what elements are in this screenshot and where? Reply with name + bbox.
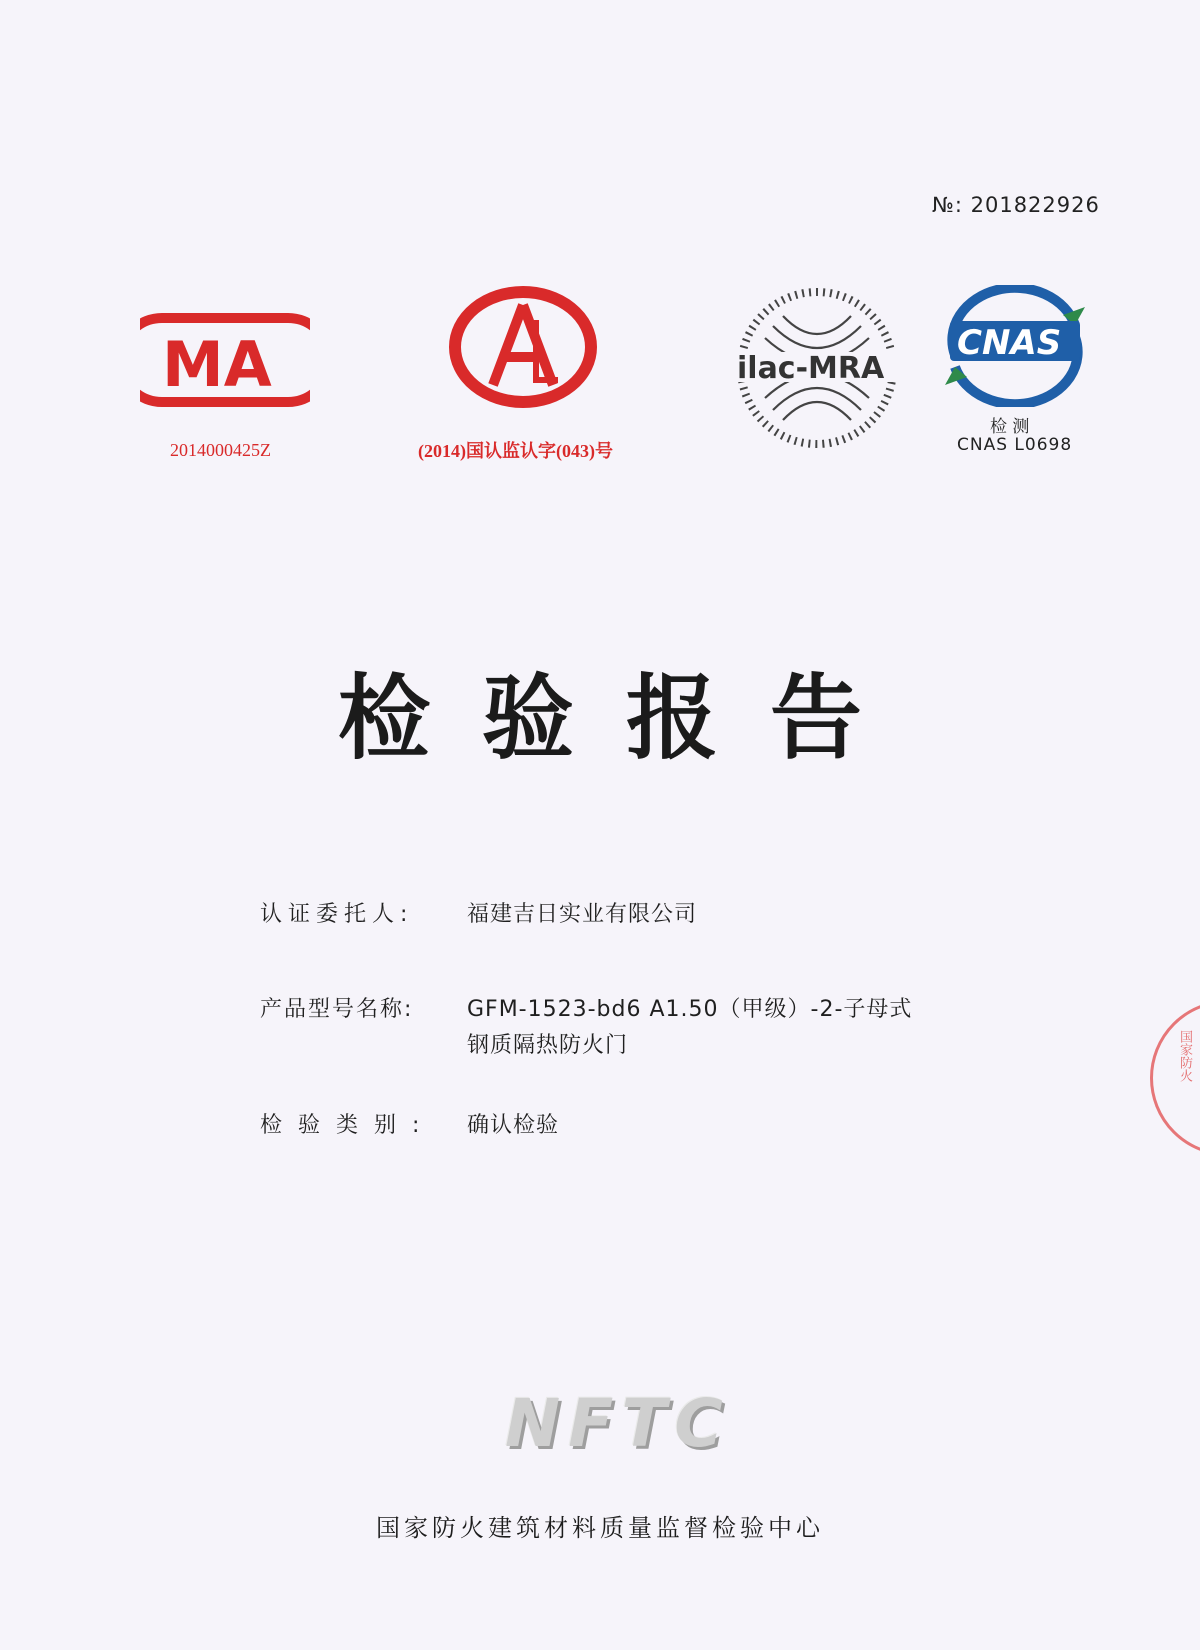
cal-logo (448, 285, 598, 410)
cma-logo (140, 312, 310, 408)
field-product-value-line2: 钢质隔热防火门 (467, 1033, 629, 1058)
field-product-value-line1: GFM-1523-bd6 A1.50（甲级）-2-子母式 (467, 997, 913, 1022)
field-type-label: 检验类别: (260, 1113, 436, 1138)
svg-text:ilac-MRA: ilac-MRA (737, 351, 885, 386)
cma-caption: 2014000425Z (170, 440, 271, 460)
report-title: 检验报告 (337, 664, 914, 772)
svg-text:CNAS: CNAS (957, 323, 1062, 363)
cnas-logo (935, 285, 1095, 407)
cnas-sub: 检 测 (990, 417, 1030, 437)
nftc-logo: NFTC (505, 1385, 731, 1462)
field-type (260, 1108, 559, 1144)
field-client-value: 福建吉日实业有限公司 (467, 902, 698, 927)
report-number (932, 193, 1100, 217)
field-client (260, 897, 697, 933)
issuing-organization: 国家防火建筑材料质量监督检验中心 (376, 1514, 824, 1542)
cnas-code: CNAS L0698 (957, 435, 1073, 455)
field-product-label: 产品型号名称: (260, 997, 414, 1022)
official-stamp-text: 国家防火 (1177, 1030, 1192, 1082)
field-type-value: 确认检验 (467, 1113, 560, 1138)
ilac-mra-logo (735, 286, 900, 451)
field-product (260, 992, 912, 1064)
svg-text:MA: MA (162, 328, 272, 401)
field-client-label: 认证委托人: (260, 902, 414, 927)
report-number-value: 201822926 (970, 193, 1100, 217)
cal-caption: (2014)国认监认字(043)号 (418, 441, 613, 461)
report-number-label: №: (932, 193, 963, 217)
